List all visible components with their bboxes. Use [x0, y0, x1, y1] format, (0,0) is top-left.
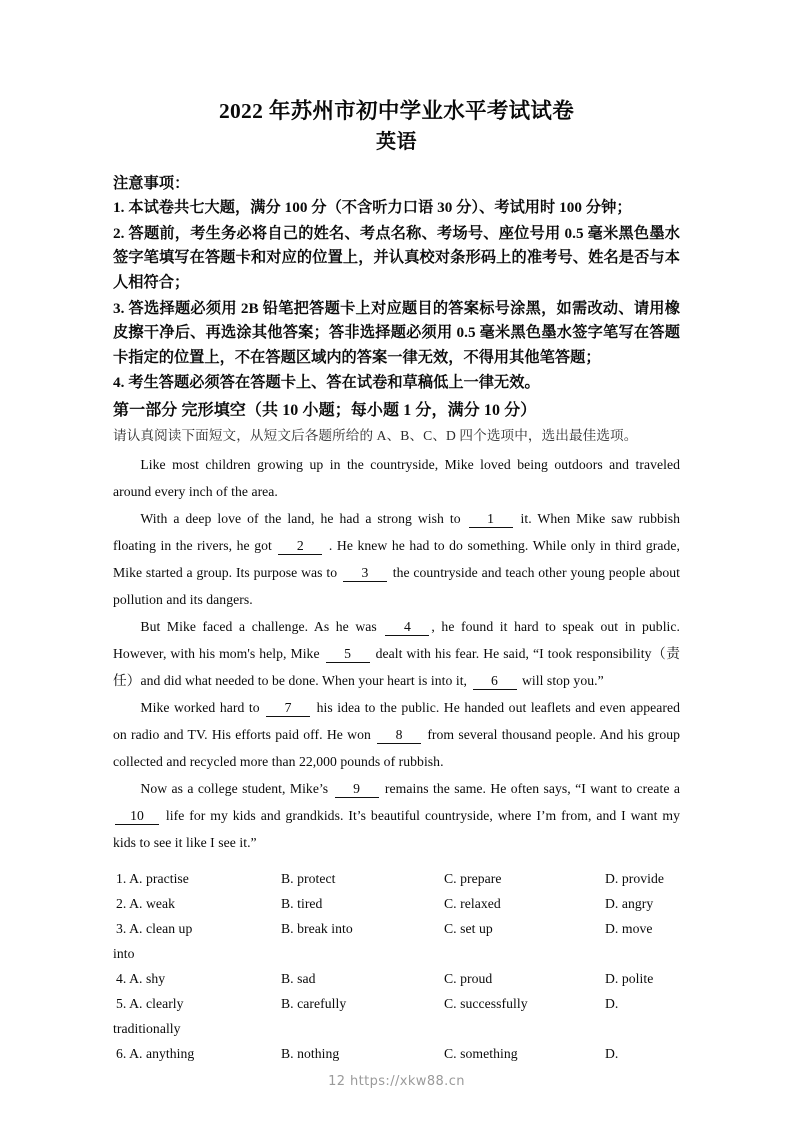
passage-text: his idea to the public. He handed out leaflets and even appeared on radio and TV. His efforts paid off. He won [113, 700, 680, 743]
option-row [113, 991, 680, 1016]
cloze-blank-9[interactable]: 9 [335, 781, 379, 798]
cloze-blank-5[interactable]: 5 [326, 646, 370, 663]
option-D-q5[interactable]: D. [605, 996, 619, 1012]
cloze-blank-8[interactable]: 8 [377, 727, 421, 744]
passage-text: dealt with his fear. He said, “I took responsibility（责任）and did what needed to be done. When your heart is into it, [113, 646, 680, 689]
passage-text: Like most children growing up in the countryside, Mike loved being outdoors and traveled around every inch of the area. [113, 457, 680, 500]
option-B-q5[interactable]: B. carefully [281, 996, 347, 1012]
option-row [113, 916, 680, 941]
option-row [113, 966, 680, 991]
option-B-q2[interactable]: B. tired [281, 896, 323, 912]
cloze-blank-1[interactable]: 1 [469, 511, 513, 528]
passage-paragraph [113, 506, 680, 614]
option-B-q1[interactable]: B. protect [281, 871, 336, 887]
option-wrap-line[interactable]: into [113, 946, 135, 962]
option-D-q4[interactable]: D. polite [605, 971, 654, 987]
page-title: 2022 年苏州市初中学业水平考试试卷 [218, 99, 575, 123]
section-heading-part-one: 第一部分 完形填空（共 10 小题；每小题 1 分，满分 10 分） [113, 402, 537, 420]
option-wrap-line[interactable]: traditionally [113, 1021, 181, 1037]
cloze-blank-4[interactable]: 4 [385, 619, 429, 636]
passage-paragraph [113, 614, 680, 695]
option-A-q1[interactable]: 1. A. practise [116, 871, 189, 887]
notice-item-4: 4. 考生答题必须答在答题卡上、答在试卷和草稿低上一律无效。 [113, 374, 540, 392]
option-A-q5[interactable]: 5. A. clearly [116, 996, 184, 1012]
notice-item-2: 2. 答题前，考生务必将自己的姓名、考点名称、考场号、座位号用 0.5 毫米黑色墨水签字笔填写在答题卡和对应的位置上，并认真校对条形码上的准考号、姓名是否与本人相符合； [113, 224, 680, 291]
option-C-q3[interactable]: C. set up [444, 921, 493, 937]
option-A-q3[interactable]: 3. A. clean up [116, 921, 193, 937]
option-C-q2[interactable]: C. relaxed [444, 896, 501, 912]
option-row [113, 1041, 680, 1066]
passage-paragraph [113, 695, 680, 776]
option-D-q1[interactable]: D. provide [605, 871, 665, 887]
passage-text: from several thousand people. And his group collected and recycled more than 22,000 pounds of rubbish. [113, 727, 680, 770]
option-D-q6[interactable]: D. [605, 1046, 619, 1062]
option-A-q4[interactable]: 4. A. shy [116, 971, 166, 987]
option-B-q6[interactable]: B. nothing [281, 1046, 340, 1062]
page-content [113, 0, 680, 1066]
passage-text: With a deep love of the land, he had a strong wish to [140, 511, 467, 527]
option-B-q4[interactable]: B. sad [281, 971, 316, 987]
passage-text: Mike worked hard to [140, 700, 265, 716]
passage-text: But Mike faced a challenge. As he was [140, 619, 384, 635]
option-C-q1[interactable]: C. prepare [444, 871, 502, 887]
notice-item-1: 1. 本试卷共七大题，满分 100 分（不含听力口语 30 分）、考试用时 100 分钟； [113, 199, 632, 217]
page-subtitle: 英语 [376, 130, 417, 153]
passage-text: remains the same. He often says, “I want to create a [380, 781, 680, 797]
option-D-q2[interactable]: D. angry [605, 896, 654, 912]
option-C-q5[interactable]: C. successfully [444, 996, 528, 1012]
passage-text: . He knew he had to do something. While only in third grade, Mike started a group. Its purpose was to [113, 538, 680, 581]
section-instruction: 请认真阅读下面短文，从短文后各题所给的 A、B、C、D 四个选项中，选出最佳选项。 [113, 427, 638, 443]
page-footer-watermark: 12 https://xkw88.cn [328, 1074, 465, 1089]
cloze-blank-10[interactable]: 10 [115, 808, 159, 825]
option-C-q6[interactable]: C. something [444, 1046, 518, 1062]
passage-text: will stop you.” [518, 673, 604, 689]
passage-text: it. When Mike saw rubbish floating in the rivers, he got [113, 511, 680, 554]
passage-text: the countryside and teach other young people about pollution and its dangers. [113, 565, 680, 608]
option-B-q3[interactable]: B. break into [281, 921, 353, 937]
notice-item-3: 3. 答选择题必须用 2B 铅笔把答题卡上对应题目的答案标号涂黑，如需改动、请用橡皮擦干净后、再选涂其他答案；答非选择题必须用 0.5 毫米黑色墨水签字笔写在答题卡指定的位置上，不在答题区域内的答案一律无效，不得用其他笔答题； [113, 299, 680, 366]
cloze-options-list [113, 866, 680, 1066]
option-A-q6[interactable]: 6. A. anything [116, 1046, 195, 1062]
passage-paragraph [113, 776, 680, 857]
passage-text: , he found it hard to speak out in public. However, with his mom's help, Mike [113, 619, 680, 662]
cloze-blank-3[interactable]: 3 [343, 565, 387, 582]
cloze-passage [113, 452, 680, 857]
option-D-q3[interactable]: D. move [605, 921, 653, 937]
option-C-q4[interactable]: C. proud [444, 971, 493, 987]
notice-heading: 注意事项： [113, 174, 190, 192]
option-row [113, 891, 680, 916]
option-A-q2[interactable]: 2. A. weak [116, 896, 176, 912]
cloze-blank-7[interactable]: 7 [266, 700, 310, 717]
cloze-blank-6[interactable]: 6 [473, 673, 517, 690]
passage-text: life for my kids and grandkids. It’s beautiful countryside, where I’m from, and I want my kids to see it like I see it.” [113, 808, 680, 851]
option-row [113, 866, 680, 891]
cloze-blank-2[interactable]: 2 [278, 538, 322, 555]
passage-text: Now as a college student, Mike’s [140, 781, 333, 797]
passage-paragraph [113, 452, 680, 506]
